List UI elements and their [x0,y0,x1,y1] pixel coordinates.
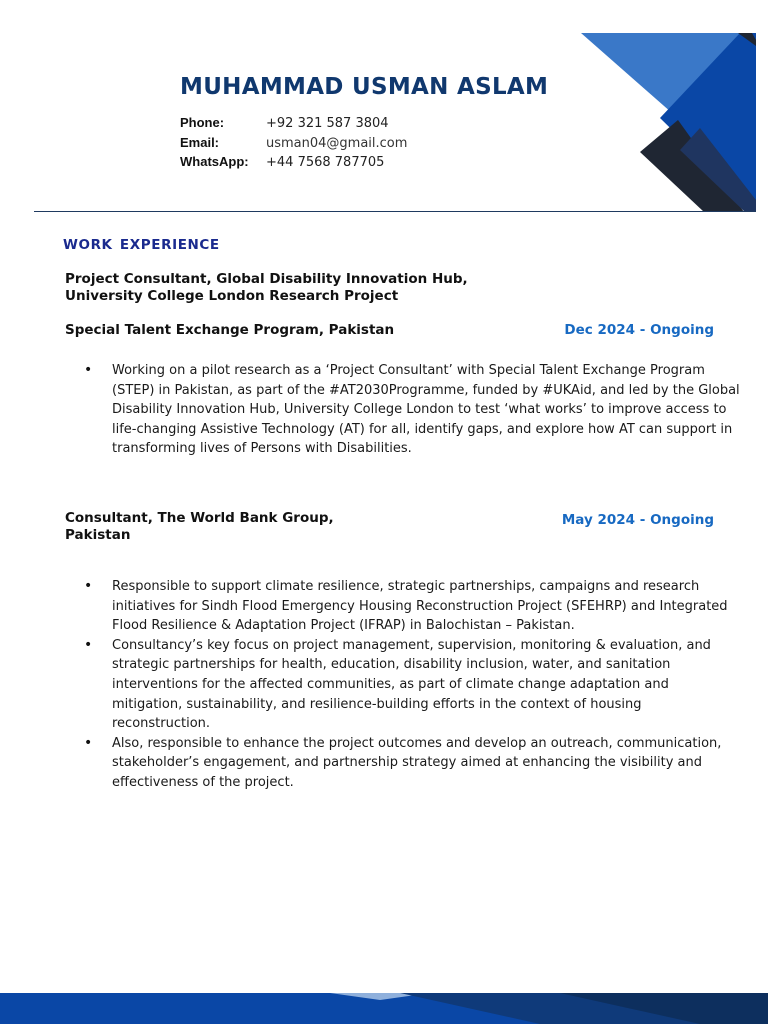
contact-row-email [180,135,407,155]
footer-decoration [0,990,768,1024]
phone-value: +92 321 587 3804 [266,116,389,131]
contact-row-phone [180,115,407,135]
bullet-item: • Working on a pilot research as a ‘Project Consultant’ with Special Talent Exchange Program (STEP) in Pakistan, as part of the #AT2030Programme, funded by #UKAid, and led by the Global Disability Innovation Hub, University College London to test ‘what works’ to improve access to life-changing Assistive Technology (AT) for all, identify gaps, and explore how AT can support in transforming lives of Persons with Disabilities. [112,361,742,459]
bullet-item: • Responsible to support climate resilience, strategic partnerships, campaigns and research initiatives for Sindh Flood Emergency Housing Reconstruction Project (SFEHRP) and Integrated Flood Resilience & Adaptation Project (IFRAP) in Balochistan – Pakistan. [112,577,742,636]
header-divider [34,211,756,212]
bullet-item: • Consultancy’s key focus on project management, supervision, monitoring & evaluation, and strategic partnerships for health, education, disability inclusion, water, and sanitation interventions for the affected communities, as part of climate change adaptation and mitigation, sustainability, and resilience-building efforts in the context of housing reconstruction. [112,636,742,734]
bullet-item: • Also, responsible to enhance the project outcomes and develop an outreach, communication, stakeholder’s engagement, and partnership strategy aimed at enhancing the visibility and effectiveness of the project. [112,734,742,793]
email-label: Email: [180,134,220,150]
whatsapp-value: +44 7568 787705 [266,155,385,170]
header-corner-decoration [0,0,768,215]
job-title [65,271,468,305]
job-title-line: Consultant, The World Bank Group, [65,510,334,526]
phone-label: Phone: [180,115,225,130]
whatsapp-label: WhatsApp: [180,154,249,169]
contact-row-whatsapp [180,154,407,174]
email-value[interactable]: usman04@gmail.com [266,135,408,151]
contact-details [180,115,407,174]
job-bullets [66,361,742,459]
job-bullets [66,577,742,793]
job-title-line: University College London Research Project [65,288,399,304]
job-date: May 2024 - Ongoing [561,512,714,528]
job-title-line: Project Consultant, Global Disability Innovation Hub, [65,271,468,287]
job-date: Dec 2024 - Ongoing [564,322,714,338]
candidate-name: MUHAMMAD USMAN ASLAM [180,74,549,100]
section-title-work-experience: WORK EXPERIENCE [63,237,220,253]
job-title-line: Pakistan [65,527,131,543]
job-subtitle: Special Talent Exchange Program, Pakistan [65,322,395,338]
job-title [65,510,334,544]
